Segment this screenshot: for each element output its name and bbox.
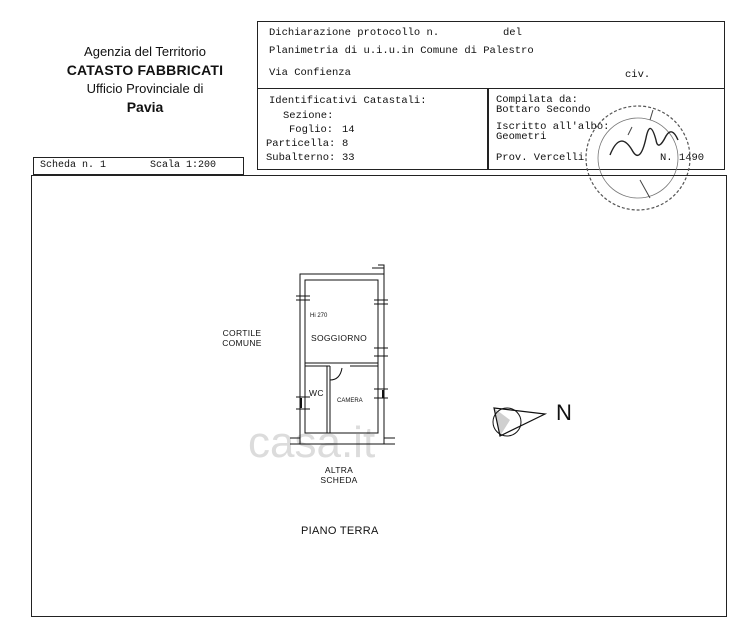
- albo-value: Geometri: [496, 131, 547, 143]
- identifiers-title: Identificativi Catastali:: [269, 95, 427, 107]
- subalterno-label: Subalterno:: [266, 152, 336, 164]
- sheet-number: Scheda n. 1: [40, 160, 107, 171]
- wc-label: WC: [309, 388, 324, 398]
- compiler-name: Bottaro Secondo: [496, 104, 591, 116]
- particella-value: 8: [342, 138, 349, 150]
- civic-label: civ.: [625, 69, 651, 81]
- altra-line2: SCHEDA: [320, 475, 358, 485]
- province-name: Pavia: [126, 99, 164, 115]
- foglio-label: Foglio:: [289, 124, 334, 136]
- altra-scheda-label: [320, 465, 358, 485]
- cortile-line1: CORTILE: [222, 328, 262, 338]
- province-label: Prov. Vercelli: [496, 152, 585, 164]
- cortile-line2: COMUNE: [222, 338, 262, 348]
- soggiorno-label: SOGGIORNO: [311, 333, 368, 343]
- north-label: N: [556, 400, 572, 425]
- sezione-label: Sezione:: [283, 110, 334, 122]
- albo-label: Iscritto all'albo:: [496, 121, 610, 133]
- camera-label: CAMERA: [337, 398, 363, 404]
- compiled-title: Compilata da:: [496, 94, 578, 106]
- floor-label: PIANO TERRA: [301, 525, 379, 537]
- north-arrow-icon: [493, 408, 545, 436]
- planimetria-line: Planimetria di u.i.u.in Comune di Palestro: [269, 45, 534, 57]
- protocol-label: Dichiarazione protocollo n.: [269, 27, 440, 39]
- catasto-title: CATASTO FABBRICATI: [66, 62, 224, 78]
- height-label: Hi 270: [310, 313, 328, 319]
- sheet-scale: Scala 1:200: [150, 160, 217, 171]
- office-label: Ufficio Provinciale di: [86, 81, 204, 96]
- date-label: del: [503, 27, 522, 39]
- address-line: Via Confienza: [269, 67, 351, 79]
- altra-line1: ALTRA: [324, 465, 354, 475]
- foglio-value: 14: [342, 124, 355, 136]
- cortile-label: [222, 328, 262, 348]
- registration-number: N. 1490: [660, 152, 705, 164]
- agency-name: Agenzia del Territorio: [84, 44, 206, 59]
- particella-label: Particella:: [266, 138, 336, 150]
- subalterno-value: 33: [342, 152, 355, 164]
- watermark-text: casa.it: [248, 418, 376, 467]
